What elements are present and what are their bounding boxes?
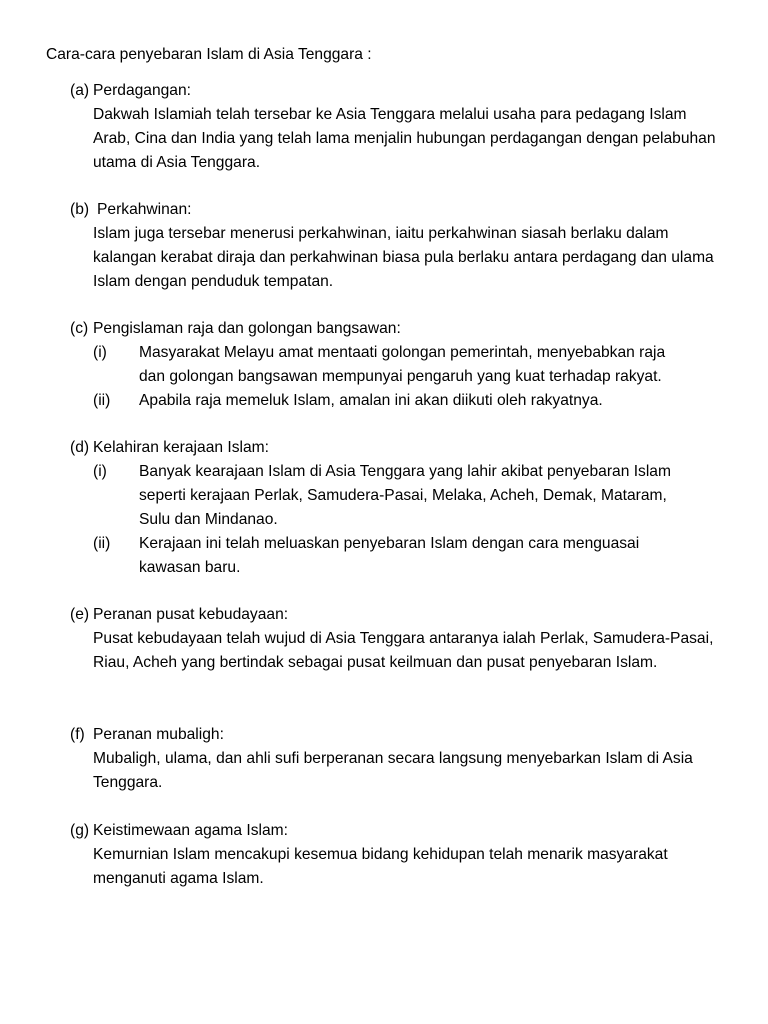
section-letter: (e) bbox=[70, 606, 90, 623]
list-item-number: (i) bbox=[93, 344, 107, 361]
section-body: Kemurnian Islam mencakupi kesemua bidang kehidupan telah menarik masyarakat menganuti agama Islam. bbox=[93, 846, 668, 887]
section-letter: (c) bbox=[70, 320, 89, 337]
section-pengislaman-raja bbox=[70, 317, 730, 413]
section-letter: (d) bbox=[70, 439, 90, 456]
section-title: Perkahwinan: bbox=[97, 201, 192, 218]
section-title: Perdagangan: bbox=[93, 82, 191, 99]
section-keistimewaan bbox=[70, 819, 730, 891]
section-heading bbox=[70, 819, 730, 843]
section-heading bbox=[70, 317, 730, 341]
sub-list bbox=[93, 341, 693, 413]
section-title: Peranan pusat kebudayaan: bbox=[93, 606, 289, 623]
section-heading bbox=[70, 198, 730, 222]
section-title: Peranan mubaligh: bbox=[93, 726, 224, 743]
section-title: Pengislaman raja dan golongan bangsawan: bbox=[93, 320, 401, 337]
sub-list bbox=[93, 460, 693, 580]
section-body: Pusat kebudayaan telah wujud di Asia Tenggara antaranya ialah Perlak, Samudera-Pasai, Riau, Acheh yang bertindak sebagai pusat keilmuan dan pusat penyebaran Islam. bbox=[93, 630, 714, 671]
list-item bbox=[93, 532, 693, 580]
section-perdagangan bbox=[70, 79, 730, 175]
section-kelahiran-kerajaan bbox=[70, 436, 730, 580]
list-item-text: Banyak kearajaan Islam di Asia Tenggara yang lahir akibat penyebaran Islam seperti kerajaan Perlak, Samudera-Pasai, Melaka, Acheh, Demak, Mataram, Sulu dan Mindanao. bbox=[139, 463, 671, 528]
section-letter: (b) bbox=[70, 201, 90, 218]
list-item-number: (i) bbox=[93, 463, 107, 480]
section-heading bbox=[70, 79, 730, 103]
list-item-number: (ii) bbox=[93, 535, 111, 552]
section-letter: (g) bbox=[70, 822, 90, 839]
list-item bbox=[93, 389, 693, 413]
section-body: Dakwah Islamiah telah tersebar ke Asia Tenggara melalui usaha para pedagang Islam Arab, Cina dan India yang telah lama menjalin hubungan perdagangan dengan pelabuhan utama di Asia Tenggara. bbox=[93, 106, 716, 171]
section-pusat-kebudayaan bbox=[70, 603, 730, 675]
section-letter: (f) bbox=[70, 726, 85, 743]
document-title: Cara-cara penyebaran Islam di Asia Tenggara : bbox=[46, 46, 372, 63]
section-heading bbox=[70, 603, 730, 627]
section-body: Mubaligh, ulama, dan ahli sufi berperanan secara langsung menyebarkan Islam di Asia Tenggara. bbox=[93, 750, 693, 791]
list-item-text: Masyarakat Melayu amat mentaati golongan pemerintah, menyebabkan raja dan golongan bangsawan mempunyai pengaruh yang kuat terhadap rakyat. bbox=[139, 344, 666, 385]
list-item-text: Kerajaan ini telah meluaskan penyebaran Islam dengan cara menguasai kawasan baru. bbox=[139, 535, 640, 576]
list-item-number: (ii) bbox=[93, 392, 111, 409]
section-title: Keistimewaan agama Islam: bbox=[93, 822, 289, 839]
section-title: Kelahiran kerajaan Islam: bbox=[93, 439, 269, 456]
section-letter: (a) bbox=[70, 82, 90, 99]
section-body: Islam juga tersebar menerusi perkahwinan, iaitu perkahwinan siasah berlaku dalam kalangan kerabat diraja dan perkahwinan biasa pula berlaku antara perdagang dan ulama Islam dengan penduduk tempatan. bbox=[93, 225, 714, 290]
section-perkahwinan bbox=[70, 198, 730, 294]
list-item bbox=[93, 341, 693, 389]
section-heading bbox=[70, 723, 730, 747]
list-item bbox=[93, 460, 693, 532]
list-item-text: Apabila raja memeluk Islam, amalan ini akan diikuti oleh rakyatnya. bbox=[139, 392, 603, 409]
section-mubaligh bbox=[70, 723, 730, 795]
section-heading bbox=[70, 436, 730, 460]
